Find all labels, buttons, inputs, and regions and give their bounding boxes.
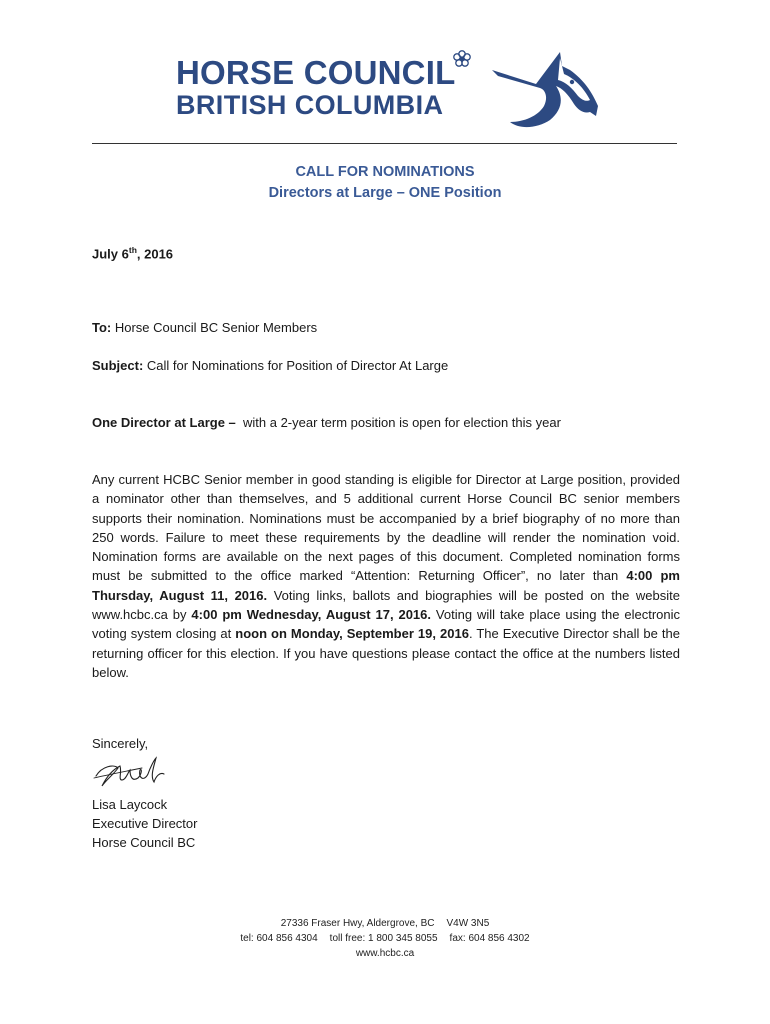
page-subtitle: Directors at Large – ONE Position xyxy=(268,185,502,201)
subject-value: Call for Nominations for Position of Director At Large xyxy=(143,358,449,373)
footer-address xyxy=(0,918,770,929)
to-value: Horse Council BC Senior Members xyxy=(111,320,318,335)
subject-label: Subject: xyxy=(92,358,144,373)
logo-line-1: HORSE COUNCIL xyxy=(176,54,456,91)
director-line xyxy=(92,415,561,430)
footer-street: 27336 Fraser Hwy, Aldergrove, BC xyxy=(280,918,435,929)
date-suffix: th xyxy=(128,245,137,255)
body-deadline-3: noon on Monday, September 19, 2016 xyxy=(235,626,469,642)
page-title: CALL FOR NOMINATIONS xyxy=(295,164,475,180)
hcbc-logo xyxy=(172,44,604,134)
flower-icon xyxy=(454,51,470,66)
logo-line-2: BRITISH COLUMBIA xyxy=(176,90,444,120)
body-text-3: Voting will take place using the electronic voting system closing at xyxy=(92,607,680,642)
body-paragraph xyxy=(92,470,680,682)
footer-fax: fax: 604 856 4302 xyxy=(449,933,530,944)
closing-sincerely: Sincerely, xyxy=(92,736,149,751)
director-label: One Director at Large – xyxy=(92,415,236,430)
body-deadline-1: 4:00 pm Thursday, August 11, 2016. xyxy=(92,568,680,603)
date-day: July 6 xyxy=(92,246,129,262)
footer-tollfree: toll free: 1 800 345 8055 xyxy=(329,933,438,944)
footer-postal: V4W 3N5 xyxy=(446,918,490,929)
body-deadline-2: 4:00 pm Wednesday, August 17, 2016. xyxy=(191,607,432,623)
header-rule xyxy=(92,143,677,144)
to-line xyxy=(92,320,317,335)
horse-head-icon xyxy=(450,44,604,134)
footer-tel: tel: 604 856 4304 xyxy=(240,933,318,944)
footer-contacts xyxy=(0,933,770,944)
footer-website: www.hcbc.ca xyxy=(355,948,415,959)
director-value: with a 2-year term position is open for election this year xyxy=(235,415,561,430)
letter-date xyxy=(92,245,173,261)
body-text-2: Voting links, ballots and biographies will be posted on the website www.hcbc.ca by xyxy=(92,587,680,623)
signer-title: Executive Director xyxy=(92,816,198,831)
subject-line xyxy=(92,358,448,373)
signer-organization: Horse Council BC xyxy=(92,835,196,850)
signature-image xyxy=(92,756,172,790)
body-text-1: Any current HCBC Senior member in good standing is eligible for Director at Large position, provided a nominator other than themselves, and 5 additional current Horse Council BC senior members supports their nomination. Nominations must be accompanied by a brief biography of no more than 250 words. Failure to meet these requirements by the deadline will render the nomination void. Nomination forms are available on the next pages of this document. Completed nomination forms must be submitted to the office marked “Attention: Returning Officer”, no later than xyxy=(92,472,680,584)
body-text-4: . The Executive Director shall be the returning officer for this election. If you have questions please contact the office at the numbers listed below. xyxy=(92,626,680,680)
date-year: , 2016 xyxy=(136,246,174,262)
to-label: To: xyxy=(92,320,112,335)
signer-name: Lisa Laycock xyxy=(92,797,168,812)
